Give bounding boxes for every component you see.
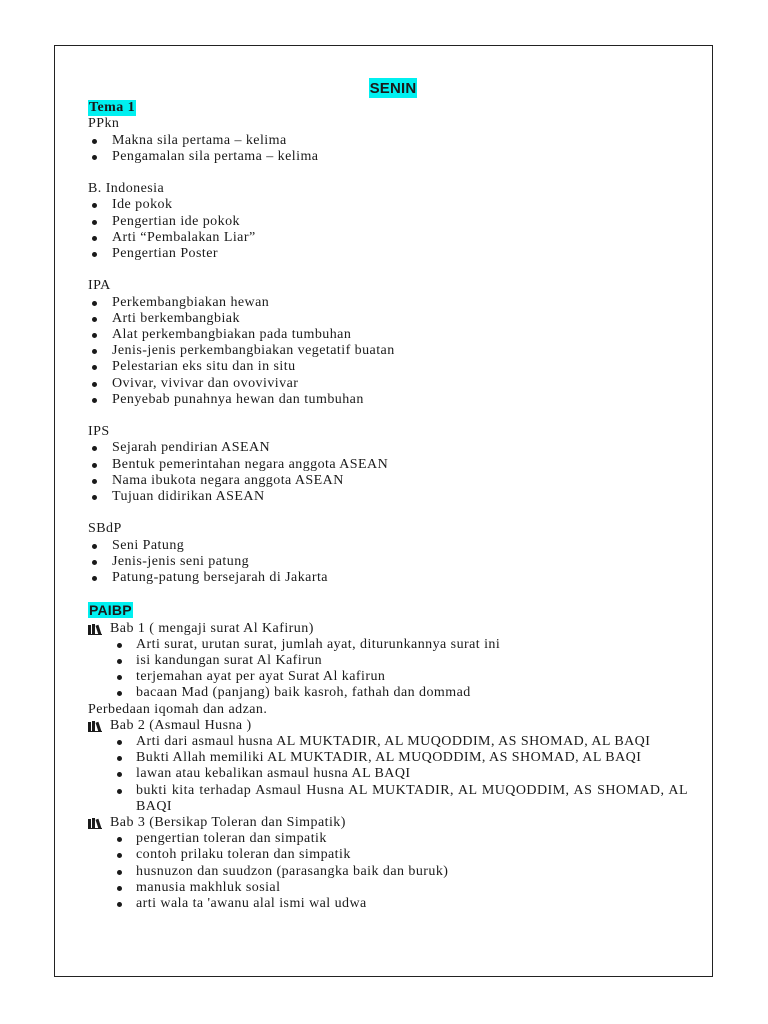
list-item: Makna sila pertama – kelima <box>88 133 688 149</box>
tema-label: Tema 1 <box>89 100 136 116</box>
list-item: bacaan Mad (panjang) baik kasroh, fathah dan dommad <box>88 685 688 701</box>
list-item: Pengamalan sila pertama – kelima <box>88 149 688 165</box>
list-item: Seni Patung <box>88 538 688 554</box>
list-item: Bukti Allah memiliki AL MUKTADIR, AL MUQODDIM, AS SHOMAD, AL BAQI <box>88 750 688 766</box>
list-item: Arti surat, urutan surat, jumlah ayat, diturunkannya surat ini <box>88 637 688 653</box>
list-item: Nama ibukota negara anggota ASEAN <box>88 473 688 489</box>
section-ipa <box>88 278 688 408</box>
books-icon <box>88 624 105 635</box>
bullet-list <box>88 734 688 815</box>
list-item: pengertian toleran dan simpatik <box>88 831 688 847</box>
list-item: Jenis-jenis perkembangbiakan vegetatif buatan <box>88 343 688 359</box>
spacer <box>88 505 688 521</box>
list-item: Arti dari asmaul husna AL MUKTADIR, AL MUQODDIM, AS SHOMAD, AL BAQI <box>88 734 688 750</box>
list-item: Patung-patung bersejarah di Jakarta <box>88 570 688 586</box>
bullet-list <box>88 295 688 408</box>
section-label: SBdP <box>88 521 122 537</box>
list-item: isi kandungan surat Al Kafirun <box>88 653 688 669</box>
note-line: Perbedaan iqomah dan adzan. <box>88 701 268 717</box>
list-item: contoh prilaku toleran dan simpatik <box>88 847 688 863</box>
list-item: Pengertian Poster <box>88 246 688 262</box>
list-item: lawan atau kebalikan asmaul husna AL BAQI <box>88 766 688 782</box>
bullet-list <box>88 831 688 912</box>
list-item: terjemahan ayat per ayat Surat Al kafirun <box>88 669 688 685</box>
section-label: B. Indonesia <box>88 181 165 197</box>
books-icon <box>88 818 105 829</box>
section-bindonesia <box>88 181 688 262</box>
spacer <box>88 262 688 278</box>
document-content <box>88 78 688 912</box>
list-item: Ovivar, vivivar dan ovovivivar <box>88 376 688 392</box>
section-label: IPA <box>88 278 111 294</box>
list-item: Tujuan didirikan ASEAN <box>88 489 688 505</box>
spacer <box>88 586 688 602</box>
section-ips <box>88 424 688 505</box>
bab-heading <box>88 815 688 831</box>
section-sbdp <box>88 521 688 586</box>
list-item: manusia makhluk sosial <box>88 880 688 896</box>
list-item: Alat perkembangbiakan pada tumbuhan <box>88 327 688 343</box>
paibp-heading <box>88 602 688 620</box>
list-item: Sejarah pendirian ASEAN <box>88 440 688 456</box>
bab-heading <box>88 718 688 734</box>
list-item: bukti kita terhadap Asmaul Husna AL MUKTADIR, AL MUQODDIM, AS SHOMAD, AL BAQI <box>88 783 688 815</box>
bab-heading <box>88 621 688 637</box>
spacer <box>88 408 688 424</box>
section-paibp <box>88 602 688 912</box>
list-item: Perkembangbiakan hewan <box>88 295 688 311</box>
bullet-list <box>88 637 688 702</box>
bab-title: Bab 2 (Asmaul Husna ) <box>110 717 252 733</box>
list-item: Bentuk pemerintahan negara anggota ASEAN <box>88 457 688 473</box>
list-item: Arti “Pembalakan Liar” <box>88 230 688 246</box>
title-wrap <box>88 78 688 98</box>
list-item: arti wala ta 'awanu alal ismi wal udwa <box>88 896 688 912</box>
spacer <box>88 165 688 181</box>
books-icon <box>88 721 105 732</box>
list-item: Penyebab punahnya hewan dan tumbuhan <box>88 392 688 408</box>
list-item: husnuzon dan suudzon (parasangka baik dan buruk) <box>88 864 688 880</box>
list-item: Jenis-jenis seni patung <box>88 554 688 570</box>
page-title: SENIN <box>369 80 417 97</box>
bab-title: Bab 1 ( mengaji surat Al Kafirun) <box>110 620 314 636</box>
list-item: Arti berkembangbiak <box>88 311 688 327</box>
section-ppkn <box>88 116 688 165</box>
section-label: IPS <box>88 424 110 440</box>
tema-heading <box>88 100 688 116</box>
bullet-list <box>88 440 688 505</box>
list-item: Ide pokok <box>88 197 688 213</box>
section-label: PPkn <box>88 116 120 132</box>
bullet-list <box>88 133 688 165</box>
bullet-list <box>88 538 688 587</box>
paibp-label: PAIBP <box>89 602 132 619</box>
list-item: Pelestarian eks situ dan in situ <box>88 359 688 375</box>
bullet-list <box>88 197 688 262</box>
list-item: Pengertian ide pokok <box>88 214 688 230</box>
bab-title: Bab 3 (Bersikap Toleran dan Simpatik) <box>110 814 346 830</box>
